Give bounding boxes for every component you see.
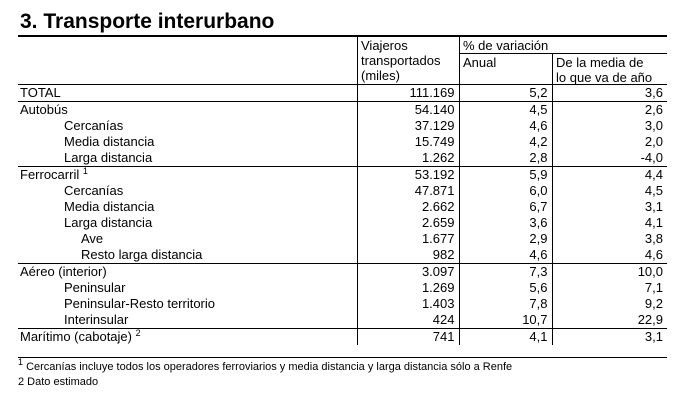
row-label [18,312,357,329]
cell-viajeros: 3.097 [357,264,459,281]
footnote-2-text: 2 Dato estimado [18,376,99,388]
cell-viajeros: 1.403 [357,296,459,312]
row-label [18,150,357,167]
cell-media: 9,2 [552,296,667,312]
table-row [18,118,667,134]
table-row [18,183,667,199]
cell-anual: 5,6 [459,280,552,296]
row-label-text: Media distancia [64,134,155,149]
cell-anual: 7,8 [459,296,552,312]
cell-anual: 6,0 [459,183,552,199]
row-label [18,118,357,134]
cell-media: 22,9 [552,312,667,329]
title-rule [18,35,667,37]
cell-viajeros: 2.662 [357,199,459,215]
header-media-line-2: lo que va de año [556,70,653,85]
cell-viajeros: 111.169 [357,85,459,102]
cell-media: -4,0 [552,150,667,167]
cell-anual: 2,8 [459,150,552,167]
row-label-text: Peninsular-Resto territorio [64,296,216,311]
cell-anual: 10,7 [459,312,552,329]
row-label-text: Ferrocarril [20,167,80,182]
row-label [18,183,357,199]
row-label-text: Peninsular [64,280,126,295]
header-media [556,55,652,85]
row-label-text: Aéreo (interior) [20,264,107,279]
row-label [18,199,357,215]
cell-viajeros: 741 [357,329,459,346]
cell-anual: 4,1 [459,329,552,346]
row-label-text: Cercanías [64,183,124,198]
cell-anual: 5,2 [459,85,552,102]
row-label-text: Autobús [20,102,68,117]
cell-media: 4,6 [552,247,667,264]
footnotes [18,357,513,390]
row-label-text: Cercanías [64,118,124,133]
table-row [18,150,667,167]
cell-viajeros: 54.140 [357,102,459,119]
row-label-text: Larga distancia [64,215,153,230]
header-divider-1 [357,37,358,84]
header-variacion-rule [459,53,667,54]
cell-anual: 4,6 [459,118,552,134]
cell-media: 3,1 [552,329,667,346]
cell-viajeros: 982 [357,247,459,264]
cell-viajeros: 1.269 [357,280,459,296]
footnote-marker: 2 [135,328,141,338]
table-row [18,134,667,150]
table-row [18,102,667,119]
row-label-text: Interinsular [64,312,129,327]
cell-viajeros: 47.871 [357,183,459,199]
cell-media: 7,1 [552,280,667,296]
header-divider-2 [459,37,460,84]
cell-media: 3,1 [552,199,667,215]
table-row [18,231,667,247]
cell-anual: 3,6 [459,215,552,231]
table-row [18,280,667,296]
data-table [18,84,667,345]
cell-media: 2,6 [552,102,667,119]
header-viajeros [361,38,441,83]
table-row [18,264,667,281]
header-viajeros-line-1: Viajeros [361,38,408,53]
header-media-line-1: De la media de [556,55,644,70]
row-label [18,280,357,296]
cell-viajeros: 15.749 [357,134,459,150]
header-anual: Anual [463,55,497,70]
row-label-text: Larga distancia [64,150,153,165]
footnote-marker: 1 [82,166,88,176]
cell-viajeros: 2.659 [357,215,459,231]
cell-viajeros: 53.192 [357,167,459,184]
cell-viajeros: 37.129 [357,118,459,134]
row-label-text: Marítimo (cabotaje) [20,329,132,344]
header-variacion: % de variación [463,38,549,53]
table-row [18,296,667,312]
row-label [18,167,357,184]
table-row [18,312,667,329]
row-label [18,102,357,119]
table-row [18,85,667,102]
cell-anual: 2,9 [459,231,552,247]
row-label-text: Media distancia [64,199,155,214]
cell-media: 4,4 [552,167,667,184]
header-divider-3 [552,54,553,84]
table-row [18,199,667,215]
row-label-text: TOTAL [20,85,61,100]
row-label [18,296,357,312]
row-label [18,329,357,346]
row-label [18,231,357,247]
cell-media: 3,8 [552,231,667,247]
cell-anual: 4,2 [459,134,552,150]
table-row [18,247,667,264]
cell-anual: 7,3 [459,264,552,281]
footnote-1-text: Cercanías incluye todos los operadores ferroviarios y media distancia y larga distancia sólo a Renfe [23,361,513,373]
table-row [18,329,667,346]
table-bottom-rule [18,357,667,358]
cell-media: 2,0 [552,134,667,150]
header-viajeros-line-3: (miles) [361,68,400,83]
cell-anual: 5,9 [459,167,552,184]
data-table-body [18,85,667,346]
footnote-1-marker: 1 [18,357,24,367]
cell-media: 3,0 [552,118,667,134]
row-label [18,264,357,281]
cell-viajeros: 1.262 [357,150,459,167]
row-label [18,215,357,231]
row-label [18,85,357,102]
cell-media: 10,0 [552,264,667,281]
cell-anual: 4,5 [459,102,552,119]
header-viajeros-line-2: transportados [361,53,441,68]
footnote-1 [18,357,513,375]
cell-viajeros: 424 [357,312,459,329]
cell-media: 3,6 [552,85,667,102]
footnote-2 [18,375,512,390]
cell-media: 4,5 [552,183,667,199]
page-title: 3. Transporte interurbano [20,10,275,33]
row-label [18,247,357,264]
table-row [18,215,667,231]
row-label-text: Resto larga distancia [81,247,203,262]
cell-viajeros: 1.677 [357,231,459,247]
cell-anual: 6,7 [459,199,552,215]
row-label-text: Ave [81,231,104,246]
row-label [18,134,357,150]
cell-anual: 4,6 [459,247,552,264]
table-row [18,167,667,184]
cell-media: 4,1 [552,215,667,231]
